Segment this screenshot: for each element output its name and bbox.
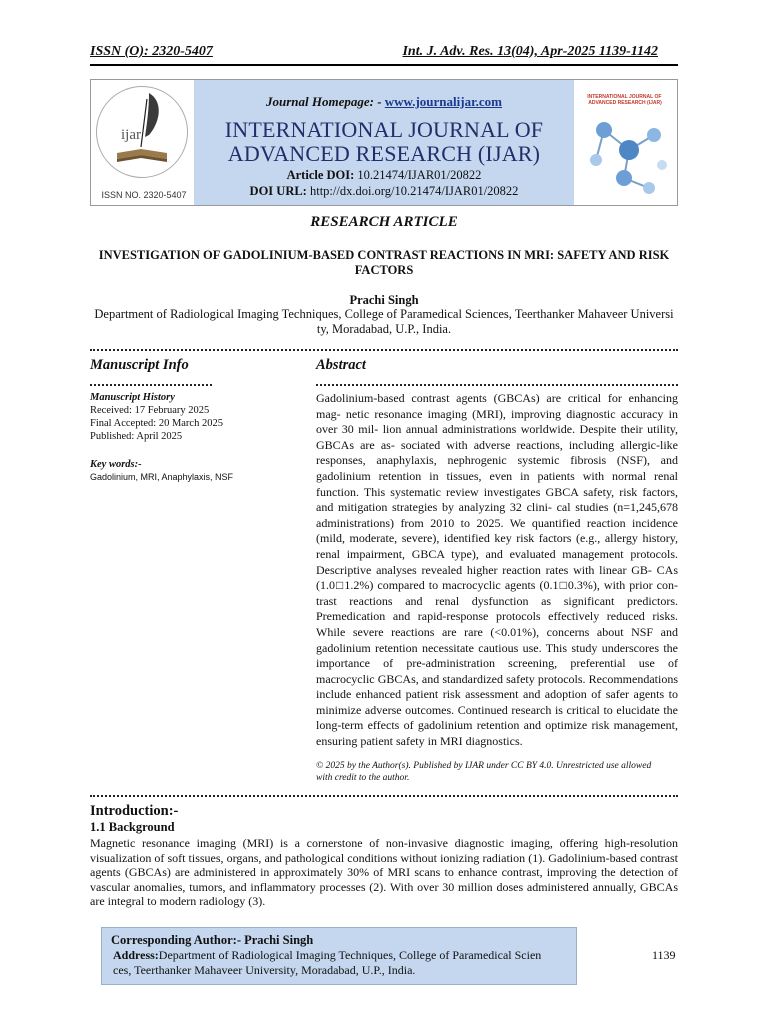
header-issn: ISSN (O): 2320-5407 — [90, 44, 213, 59]
divider-dotted — [90, 349, 678, 351]
journal-title — [194, 118, 574, 166]
affiliation-line1: Department of Radiological Imaging Techniques, College of Paramedical Sciences, Teerthanker Mahaveer Universi — [94, 307, 674, 321]
received-date: Received: 17 February 2025 — [90, 405, 210, 416]
address-line1: Department of Radiological Imaging Techniques, College of Paramedical Scien — [158, 948, 542, 962]
copyright-line2: with credit to the author. — [316, 773, 410, 783]
abstract-divider — [316, 384, 678, 386]
abstract-heading: Abstract — [316, 357, 366, 373]
article-title-line2: FACTORS — [354, 263, 414, 277]
keywords-label: Key words:- — [90, 459, 142, 470]
homepage-link[interactable]: www.journalijar.com — [384, 94, 503, 109]
journal-title-line1: INTERNATIONAL JOURNAL OF — [224, 117, 544, 142]
address-line2: ces, Teerthanker Mahaveer University, Moradabad, U.P., India. — [113, 963, 416, 977]
homepage-label: Journal Homepage: - — [265, 94, 382, 109]
header-citation: Int. J. Adv. Res. 13(04), Apr-2025 1139-1142 — [402, 44, 658, 59]
address-label: Address: — [113, 948, 159, 962]
affiliation-line2: ty, Moradabad, U.P., India. — [316, 322, 452, 336]
background-subheading: 1.1 Background — [90, 820, 175, 834]
journal-title-line2: ADVANCED RESEARCH (IJAR) — [227, 141, 541, 166]
doi-block — [194, 167, 574, 199]
author-affiliation — [90, 307, 678, 337]
logo-issn: ISSN NO. 2320-5407 — [101, 190, 187, 200]
cover-title: INTERNATIONAL JOURNAL OF ADVANCED RESEARCH (IJAR) — [587, 94, 662, 106]
logo-text: ijar — [121, 127, 141, 143]
ijar-logo — [96, 86, 188, 178]
divider-dotted-bottom — [90, 795, 678, 797]
doi-url-label: DOI URL: — [249, 184, 307, 198]
keywords-list: Gadolinium, MRI, Anaphylaxis, NSF — [90, 472, 234, 482]
manuscript-info-heading: Manuscript Info — [90, 357, 189, 373]
introduction-heading: Introduction:- — [90, 803, 179, 819]
manuscript-history-label: Manuscript History — [90, 392, 175, 403]
author-name: Prachi Singh — [349, 293, 419, 307]
introduction-paragraph: Magnetic resonance imaging (MRI) is a cornerstone of non-invasive diagnostic imaging, offering high-resolution visualization of soft tissues, organs, and pathological conditions without ionizing radiation (1). Gadolinium-based contrast agents (GBCAs) are administered in approximately 30% of MRI scans to enhance contrast, improving the detection of vascular anomalies, tumors, and inflammatory processes (2). With over 30 million doses administered annually, GBCAs are integral to modern radiology (3). — [90, 836, 678, 909]
accepted-date: Final Accepted: 20 March 2025 — [90, 418, 223, 429]
article-doi[interactable]: 10.21474/IJAR01/20822 — [357, 168, 482, 182]
header-rule — [90, 64, 678, 66]
abstract-text: Gadolinium-based contrast agents (GBCAs) are critical for enhancing mag- netic resonance imaging (MRI), improving diagnostic accuracy in over 30 mil- lion annual administrations worldwide. Despite their utility, GBCAs are as- sociated with adverse reactions, including allergic-like responses, anaphylaxis, nephrogenic systemic fibrosis (NSF), and gadolinium retention in tissues, even in patients with normal renal function. This systematic review investigates GBCA safety, risk factors, and mitigation strategies by analyzing 32 clini- cal studies (n=1,245,678 administrations) from 2010 to 2025. We quantified reaction incidence (mild, moderate, severe), identified key risk factors (e.g., allergy history, renal impairment, GBCA type), and evaluated management protocols. Descriptive analyses revealed higher reaction rates with linear GB- CAs (1.0□1.2%) compared to macrocyclic agents (0.1□0.3%), with prior con- trast reactions and renal dysfunction as significant predictors. Premedication and rapid-response protocols effectively reduced risks. While severe reactions are rare (<0.01%), concerns about NSF and gadolinium retention necessitate cautious use. This study underscores the importance of pre-administration screening, preferential use of macrocyclic GBCAs, and standardized safety protocols. Recommendations include enhanced patient risk assessment and adoption of safer agents to minimize adverse outcomes. Continued research is critical to elucidate the long-term effects of gadolinium retention and optimize risk management, ensuring patient safety in MRI diagnostics. — [316, 391, 678, 749]
journal-cover — [574, 80, 677, 205]
article-type: RESEARCH ARTICLE — [310, 214, 458, 230]
copyright-notice — [316, 760, 678, 784]
page-number: 1139 — [652, 948, 676, 962]
journal-homepage — [194, 94, 574, 110]
manuscript-divider — [90, 384, 212, 386]
published-date: Published: April 2025 — [90, 431, 183, 442]
article-title — [90, 248, 678, 278]
doi-url-link[interactable]: http://dx.doi.org/10.21474/IJAR01/20822 — [309, 184, 519, 198]
corresponding-author-heading: Corresponding Author:- Prachi Singh — [111, 933, 314, 947]
article-doi-label: Article DOI: — [286, 168, 355, 182]
corresponding-address — [113, 948, 571, 978]
quill-book-icon — [97, 87, 187, 177]
copyright-line1: © 2025 by the Author(s). Published by IJAR under CC BY 4.0. Unrestricted use allowed — [316, 761, 652, 771]
article-title-line1: INVESTIGATION OF GADOLINIUM-BASED CONTRAST REACTIONS IN MRI: SAFETY AND RISK — [98, 248, 670, 262]
molecule-cover-icon — [574, 80, 677, 205]
